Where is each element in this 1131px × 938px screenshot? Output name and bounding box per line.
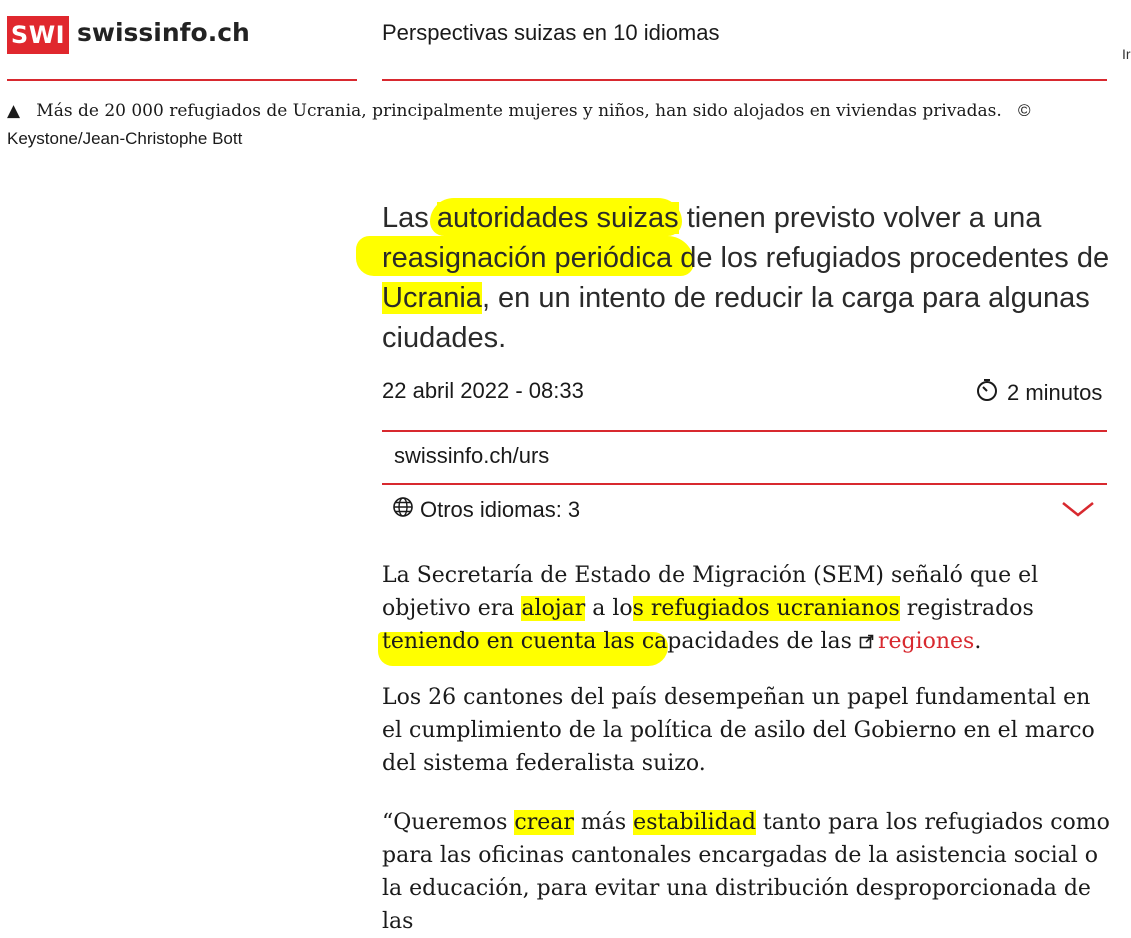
reading-time bbox=[975, 378, 1102, 408]
author-link[interactable]: swissinfo.ch/urs bbox=[394, 443, 550, 468]
body-text: a lo bbox=[585, 596, 633, 621]
photo-caption bbox=[7, 97, 1127, 153]
body-highlight: s bbox=[632, 596, 651, 621]
site-name[interactable]: swissinfo.ch bbox=[77, 18, 250, 47]
body-paragraph bbox=[382, 806, 1112, 938]
timer-icon bbox=[975, 378, 999, 408]
globe-icon bbox=[392, 496, 414, 524]
chevron-down-icon[interactable] bbox=[1060, 498, 1096, 525]
article-lead bbox=[382, 198, 1112, 358]
reading-time-label: 2 minutos bbox=[1007, 380, 1103, 405]
body-text: “Queremos bbox=[382, 810, 515, 835]
lead-text: tienen previsto volver a una bbox=[678, 202, 1042, 234]
body-highlight: crear bbox=[514, 810, 574, 835]
lead-highlight: autoridades suizas bbox=[436, 202, 679, 234]
body-highlight: refugiados ucranianos bbox=[650, 596, 900, 621]
lead-text: , en un intento de reducir la carga para algunas ciudades. bbox=[382, 282, 1090, 354]
lead-highlight: Ucrania bbox=[382, 282, 482, 314]
other-languages-label: Otros idiomas: 3 bbox=[420, 497, 581, 522]
caption-triangle-icon: ▲ bbox=[7, 101, 21, 121]
regiones-link[interactable]: regiones bbox=[877, 629, 975, 654]
other-languages-toggle[interactable] bbox=[392, 496, 580, 524]
meta-divider bbox=[382, 430, 1107, 432]
site-tagline: Perspectivas suizas en 10 idiomas bbox=[382, 20, 720, 45]
external-link-icon bbox=[859, 626, 874, 659]
caption-text: Más de 20 000 refugiados de Ucrania, principalmente mujeres y niños, han sido alojados en viviendas privadas. bbox=[36, 101, 1002, 121]
lead-highlight: reasignación periódica bbox=[382, 242, 673, 274]
body-text: . bbox=[974, 629, 982, 654]
header-divider-left bbox=[7, 79, 357, 81]
header-divider-right bbox=[382, 79, 1107, 81]
body-paragraph bbox=[382, 559, 1112, 659]
body-text: La Secretaría de Estado de Migración (SEM) señaló que el objetivo era bbox=[382, 563, 1039, 621]
lead-text: Las bbox=[382, 202, 437, 234]
lead-text: de los refugiados procedentes de bbox=[672, 242, 1110, 274]
publish-date: 22 abril 2022 - 08:33 bbox=[382, 378, 584, 403]
body-highlight: estabilidad bbox=[633, 810, 756, 835]
swi-logo[interactable]: SWI bbox=[7, 16, 69, 54]
body-text: tanto para los refugiados como para las oficinas cantonales encargadas de la asistencia social o la educación, para evitar una distribución desproporcionada de las bbox=[382, 810, 1110, 934]
body-text: registrados teniendo en cuenta las capacidades de las bbox=[382, 596, 1034, 654]
meta-divider bbox=[382, 483, 1107, 485]
body-highlight: alojar bbox=[521, 596, 586, 621]
caption-credit: © Keystone/Jean-Christophe Bott bbox=[7, 101, 1031, 148]
body-paragraph: Los 26 cantones del país desempeñan un papel fundamental en el cumplimiento de la política de asilo del Gobierno en el marco del sistema federalista suizo. bbox=[382, 685, 1095, 776]
body-text: más bbox=[573, 810, 634, 835]
truncated-nav-link[interactable]: Ir bbox=[1122, 46, 1131, 62]
